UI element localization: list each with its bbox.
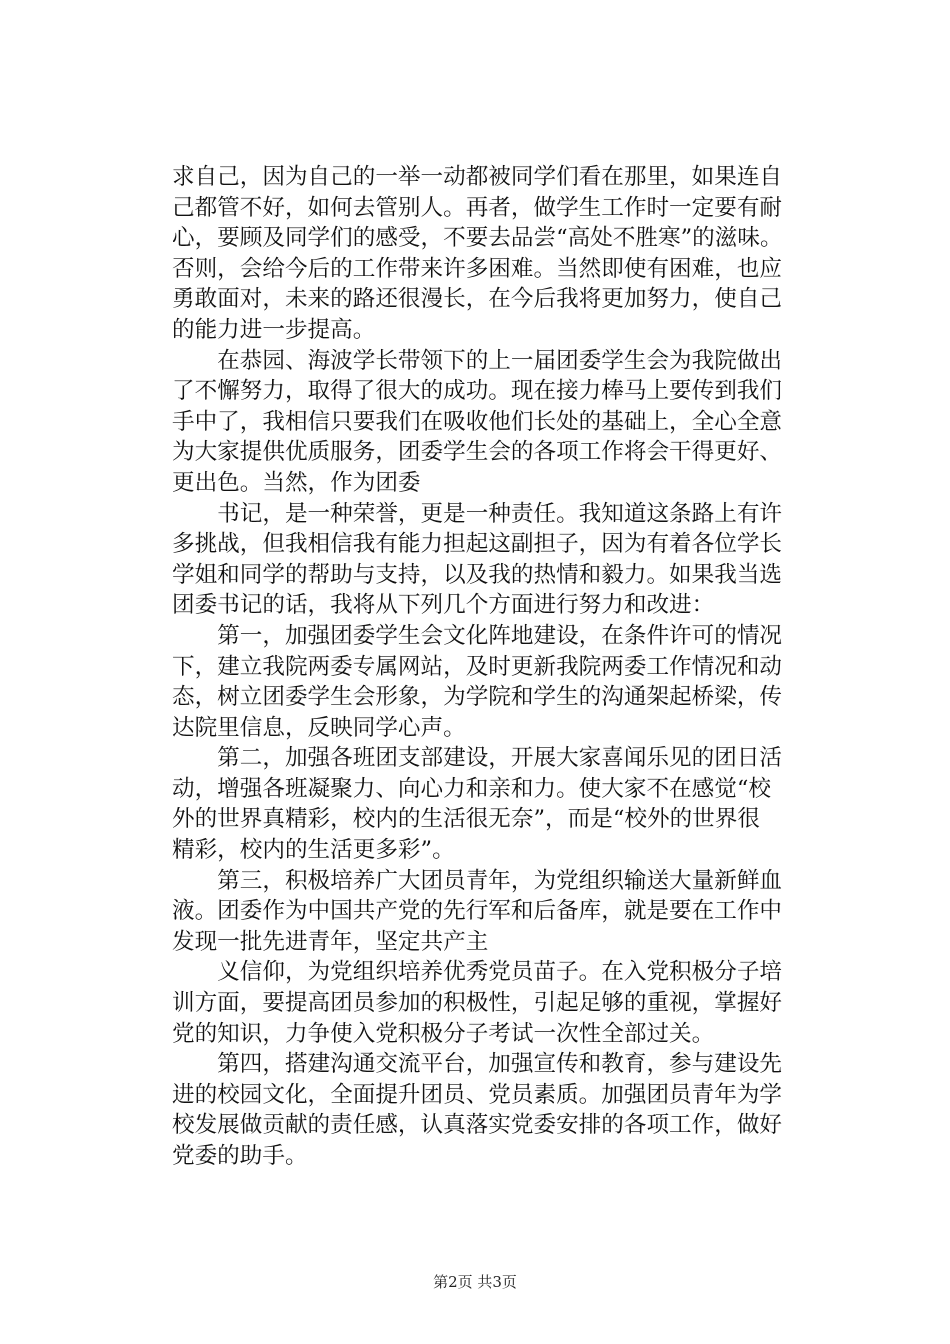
text-line: 更出色。当然，作为团委: [172, 469, 421, 496]
text-line: 第二，加强各班团支部建设，开展大家喜闻乐见的团日活: [172, 745, 783, 772]
text-line: 校发展做贡献的责任感，认真落实党委安排的各项工作，做好: [172, 1112, 783, 1139]
text-line: 的能力进一步提高。: [172, 316, 376, 343]
page-number-footer: 第2页 共3页: [433, 1273, 517, 1291]
text-line: 发现一批先进青年，坚定共产主: [172, 928, 489, 955]
text-line: 党委的助手。: [172, 1143, 308, 1169]
text-line: 党的知识，力争使入党积极分子考试一次性全部过关。: [172, 1020, 715, 1047]
text-line: 动，增强各班凝聚力、向心力和亲和力。使大家不在感觉“校: [172, 775, 771, 802]
text-line: 己都管不好，如何去管别人。再者，做学生工作时一定要有耐: [172, 194, 783, 221]
text-line: 第三，积极培养广大团员青年，为党组织输送大量新鲜血: [172, 867, 783, 894]
text-line: 学姐和同学的帮助与支持，以及我的热情和毅力。如果我当选: [172, 561, 783, 588]
text-line: 了不懈努力，取得了很大的成功。现在接力棒马上要传到我们: [172, 378, 783, 405]
body-text: [172, 162, 792, 1172]
text-line: 下，建立我院两委专属网站，及时更新我院两委工作情况和动: [172, 653, 783, 680]
text-line: 进的校园文化，全面提升团员、党员素质。加强团员青年为学: [172, 1081, 783, 1108]
text-line: 心，要顾及同学们的感受，不要去品尝“高处不胜寒”的滋味。: [172, 225, 783, 252]
text-line: 义信仰，为党组织培养优秀党员苗子。在入党积极分子培: [172, 959, 783, 986]
text-line: 第四，搭建沟通交流平台，加强宣传和教育，参与建设先: [172, 1051, 783, 1078]
text-line: 求自己，因为自己的一举一动都被同学们看在那里，如果连自: [172, 164, 783, 190]
text-line: 多挑战，但我相信我有能力担起这副担子，因为有着各位学长: [172, 531, 783, 558]
text-line: 液。团委作为中国共产党的先行军和后备库，就是要在工作中: [172, 898, 783, 925]
text-line: 手中了，我相信只要我们在吸收他们长处的基础上，全心全意: [172, 408, 783, 435]
text-line: 态，树立团委学生会形象，为学院和学生的沟通架起桥梁，传: [172, 684, 783, 711]
text-line: 否则，会给今后的工作带来许多困难。当然即使有困难，也应: [172, 255, 783, 282]
text-line: 第一，加强团委学生会文化阵地建设，在条件许可的情况: [172, 622, 783, 649]
text-line: 在恭园、海波学长带领下的上一届团委学生会为我院做出: [172, 347, 783, 374]
text-line: 达院里信息，反映同学心声。: [172, 714, 466, 741]
text-line: 书记，是一种荣誉，更是一种责任。我知道这条路上有许: [172, 500, 783, 527]
text-line: 团委书记的话，我将从下列几个方面进行努力和改进：: [172, 592, 715, 619]
text-line: 训方面，要提高团员参加的积极性，引起足够的重视，掌握好: [172, 990, 783, 1017]
text-line: 精彩，校内的生活更多彩”。: [172, 837, 455, 864]
text-line: 勇敢面对，未来的路还很漫长，在今后我将更加努力，使自己: [172, 286, 783, 313]
text-line: 为大家提供优质服务，团委学生会的各项工作将会干得更好、: [172, 439, 783, 466]
text-line: 外的世界真精彩，校内的生活很无奈”，而是“校外的世界很: [172, 806, 760, 833]
